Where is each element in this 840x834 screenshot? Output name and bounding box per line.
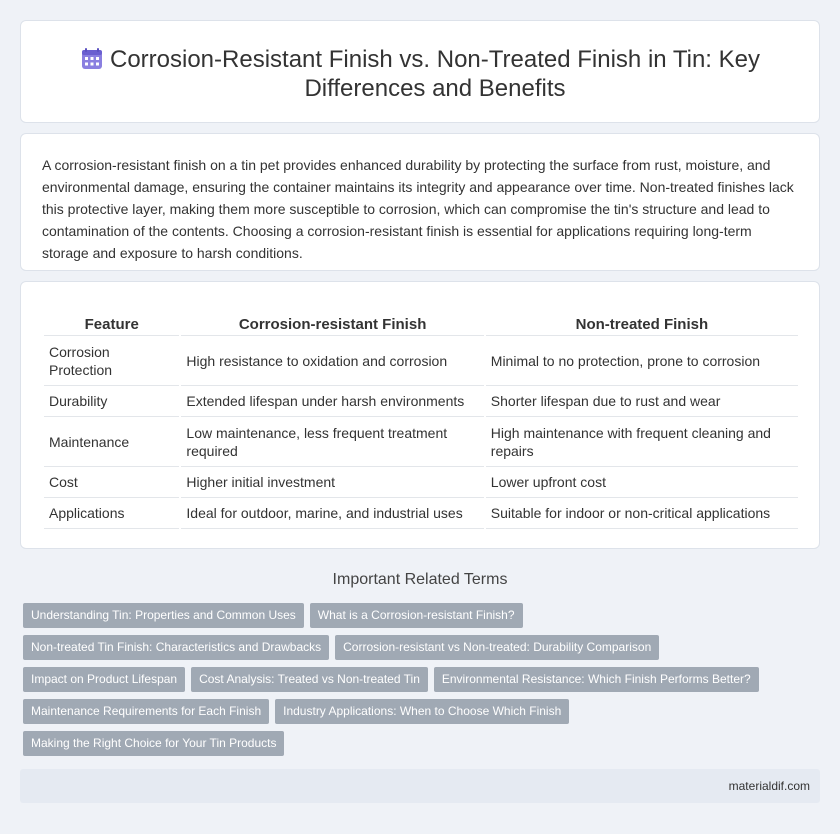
- comparison-table: [42, 314, 800, 529]
- table-cell: Shorter lifespan due to rust and wear: [486, 386, 798, 417]
- related-terms-title: Important Related Terms: [332, 571, 508, 588]
- table-cell: Extended lifespan under harsh environments: [181, 386, 483, 417]
- intro-card: [20, 133, 820, 271]
- header-corrosion-resistant: Corrosion-resistant Finish: [181, 314, 483, 336]
- table-cell: Suitable for indoor or non-critical applications: [486, 498, 798, 529]
- related-term-tag[interactable]: Maintenance Requirements for Each Finish: [23, 699, 269, 724]
- related-term-tag[interactable]: Understanding Tin: Properties and Common Uses: [23, 603, 304, 628]
- table-row: [44, 417, 798, 467]
- related-term-tag[interactable]: What is a Corrosion-resistant Finish?: [310, 603, 523, 628]
- table-cell: Durability: [44, 386, 179, 417]
- related-term-tag[interactable]: Making the Right Choice for Your Tin Products: [23, 731, 284, 756]
- table-cell: Cost: [44, 467, 179, 498]
- table-cell: High maintenance with frequent cleaning and repairs: [486, 417, 798, 467]
- table-cell: Lower upfront cost: [486, 467, 798, 498]
- table-row: [44, 467, 798, 498]
- related-term-tag[interactable]: Non-treated Tin Finish: Characteristics and Drawbacks: [23, 635, 329, 660]
- table-cell: High resistance to oxidation and corrosion: [181, 336, 483, 386]
- related-term-tag[interactable]: Industry Applications: When to Choose Which Finish: [275, 699, 569, 724]
- intro-paragraph: A corrosion-resistant finish on a tin pet provides enhanced durability by protecting the surface from rust, moisture, and environmental damage, ensuring the container maintains its integrity and appearance over time. Non-treated finishes lack this protective layer, making them more susceptible to corrosion, which can compromise the tin's structure and lead to contamination of the contents. Choosing a corrosion-resistant finish is essential for applications requiring long-term storage and exposure to harsh conditions.: [42, 157, 794, 261]
- table-cell: Low maintenance, less frequent treatment required: [181, 417, 483, 467]
- table-cell: Corrosion Protection: [44, 336, 179, 386]
- table-cell: Minimal to no protection, prone to corrosion: [486, 336, 798, 386]
- related-term-tag[interactable]: Corrosion-resistant vs Non-treated: Durability Comparison: [335, 635, 659, 660]
- related-terms-list: [23, 603, 803, 763]
- table-row: [44, 498, 798, 529]
- footer: [20, 769, 820, 803]
- table-cell: Higher initial investment: [181, 467, 483, 498]
- table-cell: Maintenance: [44, 417, 179, 467]
- comparison-card: [20, 281, 820, 549]
- table-cell: Ideal for outdoor, marine, and industrial uses: [181, 498, 483, 529]
- header-non-treated: Non-treated Finish: [486, 314, 798, 336]
- footer-site-link[interactable]: materialdif.com: [728, 779, 810, 793]
- table-row: [44, 336, 798, 386]
- header-card: [20, 20, 820, 123]
- header-feature: Feature: [44, 314, 179, 336]
- table-row: [44, 386, 798, 417]
- related-term-tag[interactable]: Cost Analysis: Treated vs Non-treated Tin: [191, 667, 428, 692]
- related-term-tag[interactable]: Impact on Product Lifespan: [23, 667, 185, 692]
- table-cell: Applications: [44, 498, 179, 529]
- page-title: Corrosion-Resistant Finish vs. Non-Treated Finish in Tin: Key Differences and Benefits: [109, 46, 760, 102]
- related-term-tag[interactable]: Environmental Resistance: Which Finish Performs Better?: [434, 667, 759, 692]
